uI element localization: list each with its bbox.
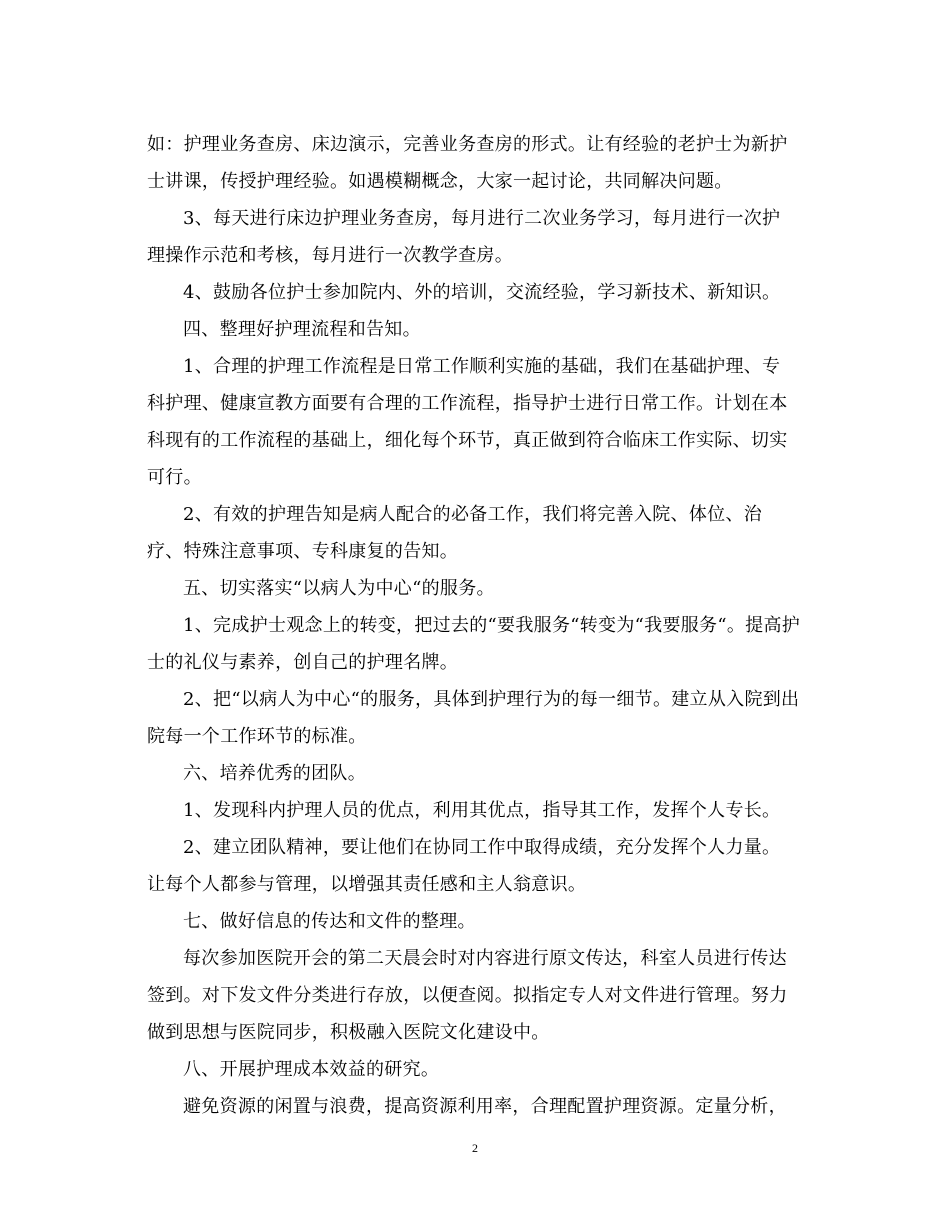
paragraph xyxy=(147,200,797,274)
paragraph-line: 士讲课，传授护理经验。如遇模糊概念，大家一起讨论，共同解决问题。 xyxy=(147,171,733,192)
paragraph xyxy=(147,829,797,903)
paragraph-line: 八、开展护理成本效益的研究。 xyxy=(183,1059,440,1080)
paragraph xyxy=(147,274,797,311)
paragraph-line: 四、整理好护理流程和告知。 xyxy=(183,319,421,340)
paragraph-line: 1、合理的护理工作流程是日常工作顺利实施的基础，我们在基础护理、专 xyxy=(183,356,781,377)
paragraph-line: 4、鼓励各位护士参加院内、外的培训，交流经验，学习新技术、新知识。 xyxy=(183,282,781,303)
paragraph xyxy=(147,496,797,570)
paragraph-line: 五、切实落实“以病人为中心“的服务。 xyxy=(183,578,495,599)
paragraph-line: 可行。 xyxy=(147,467,202,488)
paragraph xyxy=(147,681,800,755)
paragraph-line: 2、把“以病人为中心“的服务，具体到护理行为的每一细节。建立从入院到出 xyxy=(183,689,800,710)
paragraph-line: 士的礼仪与素养，创自己的护理名牌。 xyxy=(147,652,459,673)
paragraph-line: 3、每天进行床边护理业务查房，每月进行二次业务学习，每月进行一次护 xyxy=(183,208,781,229)
paragraph-line: 理操作示范和考核，每月进行一次教学查房。 xyxy=(147,245,513,266)
paragraph xyxy=(147,792,797,829)
paragraph xyxy=(147,311,797,348)
paragraph xyxy=(147,1088,797,1125)
page-number: 2 xyxy=(472,1141,478,1155)
paragraph-line: 如：护理业务查房、床边演示，完善业务查房的形式。让有经验的老护士为新护 xyxy=(147,134,788,155)
paragraph-line: 1、完成护士观念上的转变，把过去的“要我服务“转变为“我要服务“。提高护 xyxy=(183,615,801,636)
paragraph xyxy=(147,126,797,200)
paragraph-line: 签到。对下发文件分类进行存放，以便查阅。拟指定专人对文件进行管理。努力 xyxy=(147,985,788,1006)
paragraph xyxy=(147,755,797,792)
paragraph xyxy=(147,903,797,940)
paragraph-line: 七、做好信息的传达和文件的整理。 xyxy=(183,911,476,932)
paragraph-line: 做到思想与医院同步，积极融入医院文化建设中。 xyxy=(147,1022,550,1043)
paragraph-line: 1、发现科内护理人员的优点，利用其优点，指导其工作，发挥个人专长。 xyxy=(183,800,781,821)
document-body xyxy=(147,126,801,1125)
paragraph-line: 科护理、健康宣教方面要有合理的工作流程，指导护士进行日常工作。计划在本 xyxy=(147,393,788,414)
paragraph-line: 疗、特殊注意事项、专科康复的告知。 xyxy=(147,541,459,562)
paragraph xyxy=(147,570,797,607)
paragraph-line: 避免资源的闲置与浪费，提高资源利用率，合理配置护理资源。定量分析， xyxy=(183,1096,787,1117)
paragraph-line: 2、建立团队精神，要让他们在协同工作中取得成绩，充分发挥个人力量。 xyxy=(183,837,781,858)
paragraph xyxy=(147,607,801,681)
paragraph-line: 让每个人都参与管理，以增强其责任感和主人翁意识。 xyxy=(147,874,587,895)
paragraph-line: 院每一个工作环节的标准。 xyxy=(147,726,367,747)
paragraph xyxy=(147,348,797,496)
paragraph-line: 每次参加医院开会的第二天晨会时对内容进行原文传达，科室人员进行传达 xyxy=(183,948,787,969)
paragraph xyxy=(147,1051,797,1088)
paragraph-line: 科现有的工作流程的基础上，细化每个环节，真正做到符合临床工作实际、切实 xyxy=(147,430,788,451)
paragraph xyxy=(147,940,797,1051)
paragraph-line: 2、有效的护理告知是病人配合的必备工作，我们将完善入院、体位、治 xyxy=(183,504,763,525)
paragraph-line: 六、培养优秀的团队。 xyxy=(183,763,366,784)
